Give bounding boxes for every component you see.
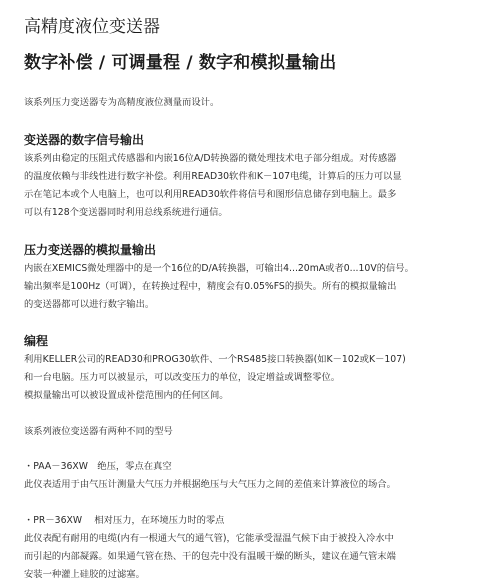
- section-heading-analog-output: 压力变送器的模拟量输出: [24, 243, 157, 257]
- analog-output-line: 输出频率是100Hz（可调），在转换过程中，精度会有0.05%FS的损失。所有的模拟量输出: [24, 281, 397, 292]
- digital-output-line: 可以有128个变送器同时利用总线系统进行通信。: [24, 207, 228, 218]
- page-subtitle: 数字补偿 / 可调量程 / 数字和模拟量输出: [24, 53, 337, 73]
- type-label-paa: ・PAA－36XW 绝压，零点在真空: [24, 461, 172, 472]
- type-label-pr: ・PR－36XW 相对压力，在环境压力时的零点: [24, 515, 225, 526]
- analog-output-line: 的变送器都可以进行数字输出。: [24, 299, 155, 310]
- section-heading-digital-output: 变送器的数字信号输出: [24, 133, 145, 147]
- intro-text: 该系列压力变送器专为高精度液位测量而设计。: [24, 97, 220, 108]
- types-intro-text: 该系列液位变送器有两种不同的型号: [24, 426, 173, 437]
- digital-output-line: 示在笔记本或个人电脑上，也可以利用READ30软件将信号和图形信息储存到电脑上。最多: [24, 189, 397, 200]
- type-description-line: 安装一种灌上硅胶的过滤塞。: [24, 569, 145, 580]
- page-title: 高精度液位变送器: [24, 17, 160, 37]
- type-description-line: 此仪表配有耐用的电缆(内有一根通大气的通气管)，它能承受湿温气候下由于被投入冷水中: [24, 533, 394, 544]
- section-heading-programming: 编程: [24, 334, 49, 348]
- digital-output-line: 的温度依赖与非线性进行数字补偿。利用READ30软件和K－107电缆，计算后的压力可以显: [24, 171, 402, 182]
- digital-output-line: 该系列由稳定的压阻式传感器和内嵌16位A/D转换器的微处理技术电子部分组成。对传感器: [24, 153, 397, 164]
- programming-line: 模拟量输出可以被设置成补偿范围内的任何区间。: [24, 390, 229, 401]
- type-description-line: 而引起的内部凝露。如果通气管在热、干的包壳中没有温暖干燥的断头，建议在通气管末端: [24, 551, 396, 562]
- type-description-line: 此仪表适用于由气压计测量大气压力并根据绝压与大气压力之间的差值来计算液位的场合。: [24, 479, 396, 490]
- analog-output-line: 内嵌在XEMICS微处理器中的是一个16位的D/A转换器，可输出4...20mA或者0...10V的信号。: [24, 263, 414, 274]
- programming-line: 和一台电脑。压力可以被显示，可以改变压力的单位，设定增益或调整零位。: [24, 372, 341, 383]
- programming-line: 利用KELLER公司的READ30和PROG30软件、一个RS485接口转换器(如K－102或K－107): [24, 354, 406, 365]
